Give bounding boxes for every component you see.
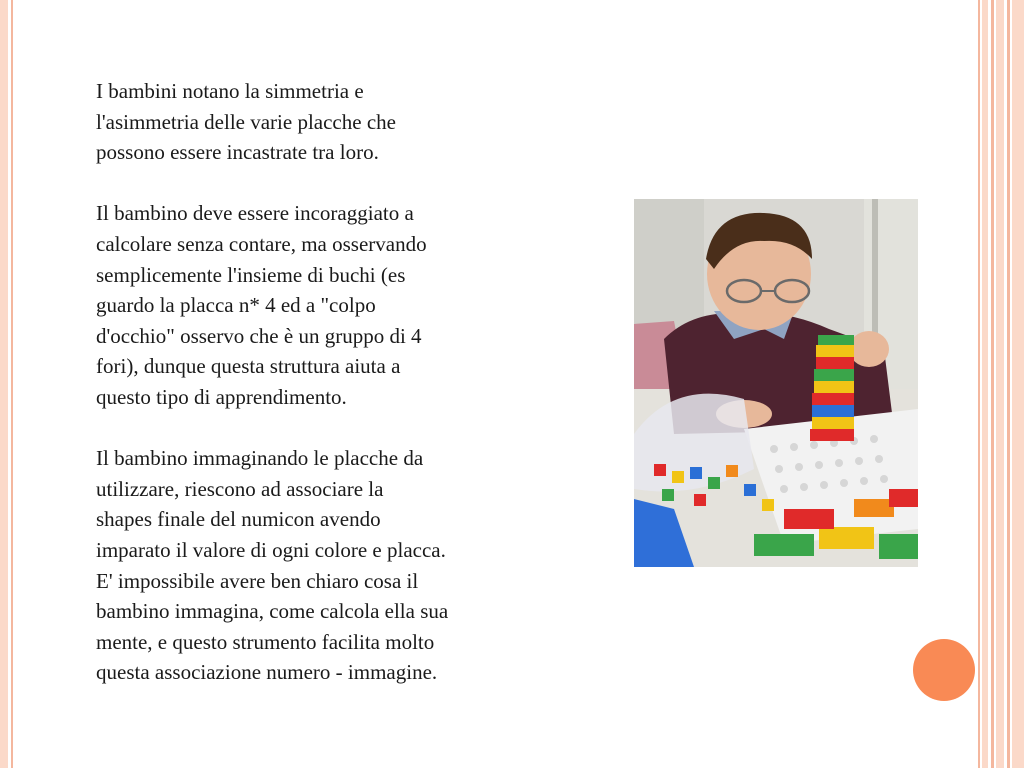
paragraph-imagination: Il bambino immaginando le placche da utilizzare, riescono ad associare la shapes finale del numicon avendo imparato il valore di ogni colore e placca. E' impossibile avere ben chiaro cosa il bambino immagina, come calcola ella sua mente, e questo strumento facilita molto questa associazione numero - immagine.	[96, 446, 449, 685]
paragraph-counting: Il bambino deve essere incoraggiato a calcolare senza contare, ma osservando semplicemente l'insieme di buchi (es guardo la placca n* 4 ed a "colpo d'occhio" osservo che è un gruppo di 4 fori), dunque questa struttura aiuta a questo tipo di apprendimento.	[96, 201, 427, 409]
right-border-stripes	[976, 0, 1024, 768]
photo-child-with-numicon	[634, 199, 918, 567]
left-border-band	[0, 0, 8, 768]
paragraph-symmetry: I bambini notano la simmetria e l'asimmetria delle varie placche che possono essere incastrate tra loro.	[96, 79, 396, 165]
body-text	[96, 76, 596, 688]
accent-circle	[913, 639, 975, 701]
left-border-line	[11, 0, 13, 768]
